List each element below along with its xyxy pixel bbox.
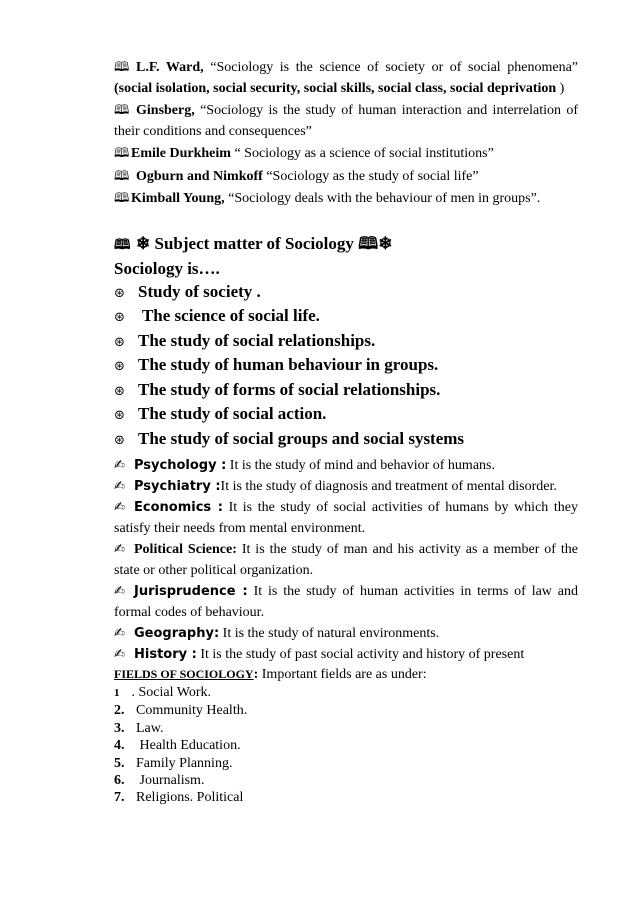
- open-book-icon: 🕮: [114, 60, 130, 75]
- subject-heading-text: Subject matter of Sociology: [154, 233, 354, 253]
- field-item: [114, 644, 578, 665]
- field-name: Jurisprudence :: [134, 584, 248, 599]
- definition-ogburn: [114, 167, 578, 188]
- circled-star-icon: ⊛: [114, 359, 125, 374]
- open-book-icon: 🕮: [114, 146, 130, 161]
- fields-of-sociology-heading: FIELDS OF SOCIOLOGY: Important fields are as under:: [114, 667, 427, 682]
- open-book-icon: 🕮: [114, 191, 130, 206]
- field-item: [114, 539, 578, 581]
- definition-text: “Sociology is the study of human interaction and interrelation of their conditions and consequences”: [114, 103, 578, 139]
- definitions-block: [114, 58, 578, 210]
- field-name: Psychiatry :: [134, 479, 221, 494]
- topic-item: ⊛ The study of forms of social relationships.: [114, 379, 578, 404]
- definition-ward: [114, 58, 578, 99]
- field-text: It is the study of past social activity and history of present: [196, 647, 525, 662]
- field-item: [114, 497, 578, 539]
- field-text: It is the study of man and his activity as a member of the state or other political organization.: [114, 542, 579, 578]
- circled-star-icon: ⊛: [114, 383, 125, 399]
- field-name: Economics :: [134, 500, 223, 515]
- writing-hand-icon: ✍: [114, 647, 125, 662]
- writing-hand-icon: ✍: [114, 479, 125, 494]
- definition-extra: (social isolation, social security, social skills, social class, social deprivation: [114, 80, 557, 96]
- definition-durkheim: [114, 144, 578, 165]
- open-book-icon: 🕮: [114, 103, 130, 118]
- circled-star-icon: ⊛: [114, 432, 125, 448]
- circled-star-icon: ⊛: [114, 334, 125, 350]
- list-item: 7. Religions. Political: [114, 790, 244, 806]
- writing-hand-icon: ✍: [114, 500, 125, 515]
- list-item: 1 . Social Work.: [114, 684, 578, 702]
- list-number: 6.: [114, 773, 125, 789]
- topic-item: ⊛ The study of social groups and social systems: [114, 428, 578, 453]
- list-item: 5. Family Planning.: [114, 755, 233, 771]
- topic-item: ⊛ The science of social life.: [114, 305, 578, 330]
- field-item: [114, 455, 578, 476]
- definition-ginsberg: [114, 101, 578, 142]
- document-page: [114, 58, 578, 807]
- field-item: [114, 581, 578, 623]
- definition-text: “Sociology deals with the behaviour of men in groups”.: [228, 191, 541, 206]
- writing-hand-icon: ✍: [114, 542, 125, 557]
- field-text: It is the study of social activities of humans by which they satisfy their needs from mental environment.: [114, 500, 579, 536]
- list-number: 3.: [114, 720, 125, 736]
- circled-star-icon: ⊛: [114, 310, 125, 325]
- topic-item: ⊛ Study of society .: [114, 281, 578, 306]
- definition-author: Ogburn and Nimkoff: [136, 168, 263, 184]
- list-number: 7.: [114, 790, 125, 806]
- list-number: 4.: [114, 738, 125, 754]
- topic-item: ⊛ The study of social action.: [114, 403, 578, 428]
- definition-author: Emile Durkheim: [131, 146, 231, 161]
- fields-of-sociology-intro: Important fields are as under:: [258, 667, 427, 682]
- field-name: Political Science:: [134, 542, 237, 557]
- sociology-is-label: Sociology is….: [114, 258, 220, 278]
- snowflake-icon: ❄: [136, 233, 151, 253]
- writing-hand-icon: ✍: [114, 626, 125, 641]
- field-item: [114, 623, 578, 644]
- definition-text: “Sociology as the study of social life”: [266, 168, 479, 184]
- definition-text: “ Sociology as a science of social institutions”: [230, 146, 494, 161]
- definition-young: [114, 189, 578, 210]
- writing-hand-icon: ✍: [114, 584, 125, 599]
- topic-item: ⊛ The study of social relationships.: [114, 330, 578, 355]
- definition-author: L.F. Ward,: [136, 60, 204, 75]
- field-text: It is the study of human activities in terms of law and formal codes of behaviour.: [114, 584, 579, 620]
- field-name: History :: [134, 647, 197, 662]
- fields-of-sociology-label: FIELDS OF SOCIOLOGY: [114, 667, 254, 681]
- definition-text: “Sociology is the science of society or of social phenomena”: [210, 60, 579, 75]
- subject-heading: [114, 232, 578, 257]
- list-number: 1: [114, 687, 120, 699]
- field-text: It is the study of natural environments.: [219, 626, 440, 641]
- definition-extra-tail: ): [556, 80, 565, 96]
- topic-item: ⊛ The study of human behaviour in groups.: [114, 354, 578, 379]
- open-book-icon: 🕮: [114, 236, 131, 253]
- list-item: 2. Community Health.: [114, 703, 248, 719]
- list-number: 2.: [114, 703, 125, 719]
- circled-star-icon: ⊛: [114, 285, 125, 301]
- field-name: Geography:: [134, 626, 220, 641]
- field-text: It is the study of diagnosis and treatment of mental disorder.: [220, 479, 557, 494]
- related-fields-list: [114, 455, 578, 665]
- snowflake-icon: ❄: [378, 233, 393, 253]
- list-item: 6. Journalism.: [114, 773, 205, 789]
- field-text: It is the study of mind and behavior of humans.: [226, 458, 495, 473]
- list-item: 4. Health Education.: [114, 738, 241, 754]
- definition-author: Kimball Young,: [131, 191, 225, 206]
- fields-of-sociology-list: [114, 684, 578, 807]
- list-number: 5.: [114, 755, 125, 771]
- field-item: [114, 476, 578, 497]
- definition-author: Ginsberg,: [136, 103, 195, 118]
- field-name: Psychology :: [134, 458, 227, 473]
- list-item: 3. Law.: [114, 720, 164, 736]
- open-book-icon: 🕮: [114, 168, 130, 184]
- writing-hand-icon: ✍: [114, 458, 125, 473]
- circled-star-icon: ⊛: [114, 408, 125, 423]
- topics-list: [114, 281, 578, 453]
- open-book-icon: 🕮: [358, 233, 379, 253]
